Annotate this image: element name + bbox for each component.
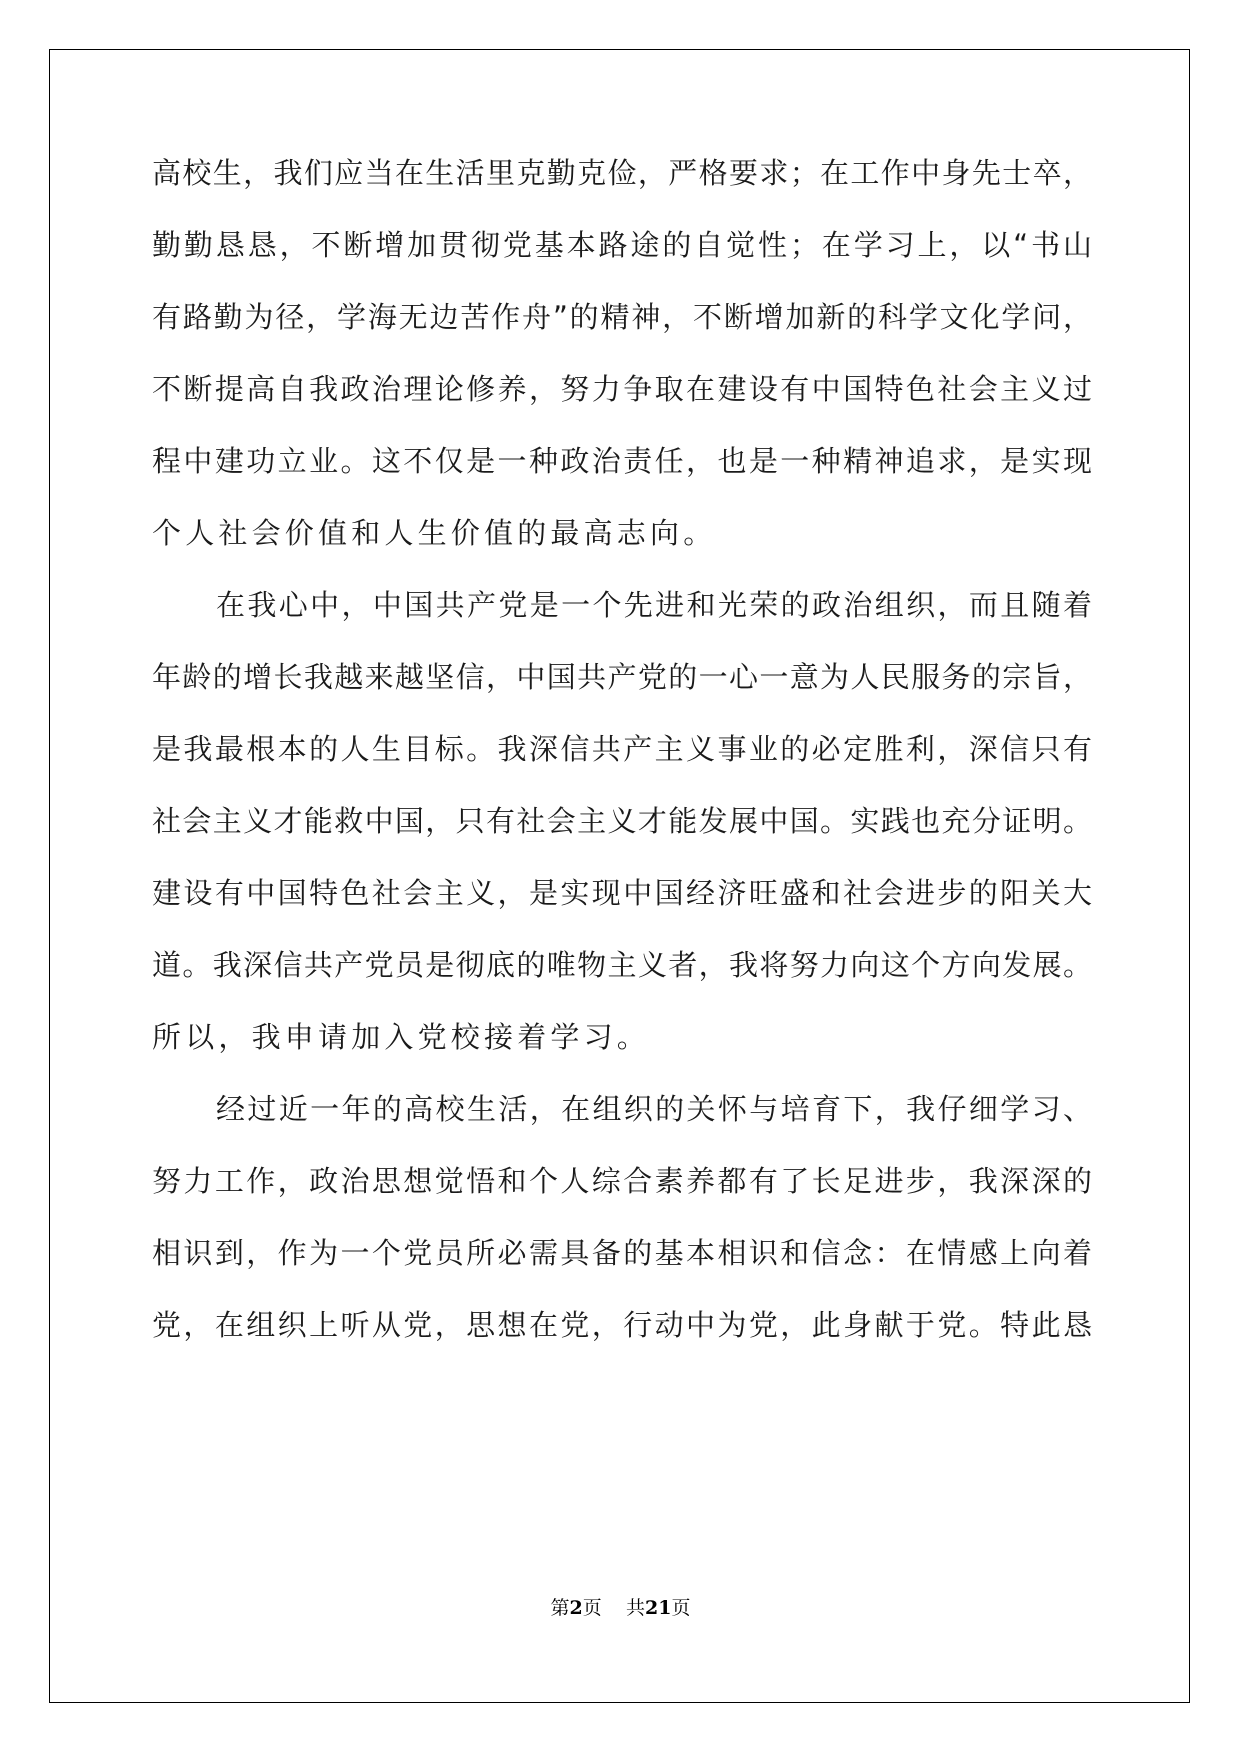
page-prefix: 第: [550, 1597, 570, 1619]
text-line-11: 建设有中国特色社会主义，是实现中国经济旺盛和社会进步的阳关大: [152, 876, 1092, 910]
page-unit: 页: [582, 1597, 602, 1619]
text-line-13: 所以，我申请加入党校接着学习。: [152, 1020, 651, 1054]
page-current: 2: [569, 1597, 583, 1619]
text-line-1: 高校生，我们应当在生活里克勤克俭，严格要求；在工作中身先士卒，: [152, 156, 1092, 190]
text-line-6: 个人社会价值和人生价值的最高志向。: [152, 516, 717, 550]
text-line-15: 努力工作，政治思想觉悟和个人综合素养都有了长足进步，我深深的: [152, 1164, 1092, 1198]
text-line-4: 不断提高自我政治理论修养，努力争取在建设有中国特色社会主义过: [152, 372, 1092, 406]
text-line-2: 勤勤恳恳，不断增加贯彻党基本路途的自觉性；在学习上，以“书山: [152, 228, 1092, 262]
text-line-8: 年龄的增长我越来越坚信，中国共产党的一心一意为人民服务的宗旨，: [152, 660, 1092, 694]
text-line-17: 党，在组织上听从党，思想在党，行动中为党，此身献于党。特此恳: [152, 1308, 1092, 1342]
text-line-12: 道。我深信共产党员是彻底的唯物主义者，我将努力向这个方向发展。: [152, 948, 1092, 982]
text-line-9: 是我最根本的人生目标。我深信共产主义事业的必定胜利，深信只有: [152, 732, 1092, 766]
total-prefix: 共: [625, 1597, 645, 1619]
text-line-10: 社会主义才能救中国，只有社会主义才能发展中国。实践也充分证明。: [152, 804, 1092, 838]
text-line-5: 程中建功立业。这不仅是一种政治责任，也是一种精神追求，是实现: [152, 444, 1092, 478]
paragraph-2-first-line: 在我心中，中国共产党是一个先进和光荣的政治组织，而且随着: [216, 588, 1092, 622]
total-unit: 页: [671, 1597, 691, 1619]
paragraph-3-first-line: 经过近一年的高校生活，在组织的关怀与培育下，我仔细学习、: [216, 1092, 1092, 1126]
page-footer: [0, 1596, 1241, 1620]
page-total: 21: [644, 1597, 672, 1619]
text-line-16: 相识到，作为一个党员所必需具备的基本相识和信念：在情感上向着: [152, 1236, 1092, 1270]
text-line-3: 有路勤为径，学海无边苦作舟”的精神，不断增加新的科学文化学问，: [152, 300, 1092, 334]
